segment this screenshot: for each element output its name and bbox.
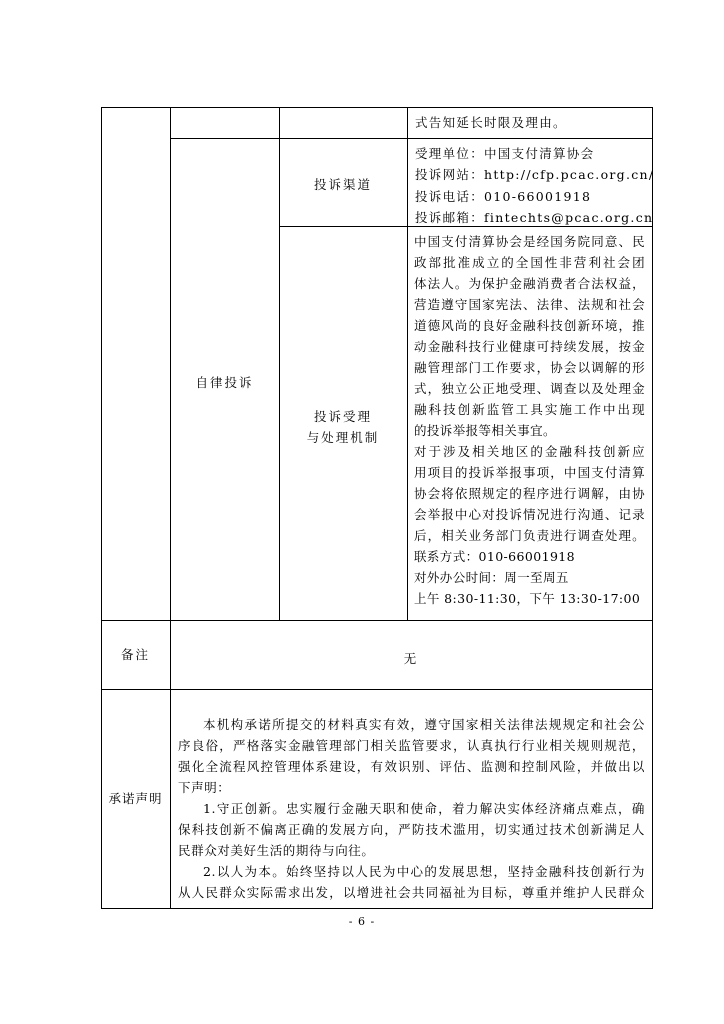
mechanism-label-line: 投诉受理 bbox=[313, 409, 372, 424]
mechanism-content bbox=[414, 231, 645, 609]
mechanism-line: 融管理部门工作要求，协会以调解的形 bbox=[414, 360, 645, 375]
mechanism-line: 政部批准成立的全国性非营利社会团 bbox=[414, 255, 645, 270]
remarks-label: 备注 bbox=[120, 647, 150, 662]
channel-unit: 受理单位：中国支付清算协会 bbox=[415, 146, 595, 161]
mechanism-contact: 联系方式：010-66001918 bbox=[414, 549, 576, 564]
commitment-label: 承诺声明 bbox=[108, 791, 163, 806]
mechanism-line: 会举报中心对投诉情况进行沟通、记录 bbox=[414, 507, 645, 522]
mechanism-line: 的投诉举报等相关事宜。 bbox=[414, 423, 556, 438]
channels-label: 投诉渠道 bbox=[313, 177, 372, 192]
mechanism-line: 道德风尚的良好金融科技创新环境，推 bbox=[414, 318, 645, 333]
mechanism-line: 动金融科技行业健康可持续发展，按金 bbox=[414, 339, 645, 354]
commitment-line: 本机构承诺所提交的材料真实有效，遵守国家相关法律法规规定和社会公 bbox=[203, 717, 645, 732]
remarks-value: 无 bbox=[403, 651, 419, 666]
commitment-line: 1.守正创新。忠实履行金融天职和使命，着力解决实体经济痛点难点，确 bbox=[203, 801, 645, 816]
table-border-top bbox=[101, 107, 653, 108]
mechanism-line: 对于涉及相关地区的金融科技创新应 bbox=[414, 444, 645, 459]
channel-phone: 投诉电话：010-66001918 bbox=[415, 189, 592, 204]
table-line-col3 bbox=[407, 107, 408, 620]
table-line-remarks-bottom bbox=[101, 689, 653, 690]
mechanism-office-hours: 上午 8:30-11:30，下午 13:30-17:00 bbox=[414, 591, 641, 606]
commitment-line: 序良俗，严格落实金融管理部门相关监管要求，认真执行行业相关规则规范， bbox=[178, 738, 645, 753]
commitment-line: 下声明： bbox=[178, 780, 231, 795]
commitment-line: 强化全流程风控管理体系建设，有效识别、评估、监测和控制风险，并做出以 bbox=[178, 759, 645, 774]
commitment-line: 保科技创新不偏离正确的发展方向，严防技术滥用，切实通过技术创新满足人 bbox=[178, 822, 645, 837]
top-row-text: 式告知延长时限及理由。 bbox=[415, 115, 567, 130]
mechanism-line: 后，相关业务部门负责进行调查处理。 bbox=[414, 528, 645, 543]
table-line-row1 bbox=[170, 138, 653, 139]
commitment-line: 民群众对美好生活的期待与向往。 bbox=[178, 843, 375, 858]
mechanism-line: 营造遵守国家宪法、法律、法规和社会 bbox=[414, 297, 645, 312]
table-border-bottom bbox=[101, 908, 653, 909]
mechanism-label-line: 与处理机制 bbox=[306, 430, 380, 445]
mechanism-office-days: 对外办公时间：周一至周五 bbox=[414, 570, 569, 585]
mechanism-line: 体法人。为保护金融消费者合法权益， bbox=[414, 276, 645, 291]
category-label: 自律投诉 bbox=[195, 375, 254, 390]
commitment-line: 从人民群众实际需求出发，以增进社会共同福祉为目标，尊重并维护人民群众 bbox=[178, 885, 645, 900]
mechanism-line: 融科技创新监管工具实施工作中出现 bbox=[414, 402, 645, 417]
mechanism-line: 式，独立公正地受理、调查以及处理金 bbox=[414, 381, 645, 396]
mechanism-line: 用项目的投诉举报事项，中国支付清算 bbox=[414, 465, 645, 480]
commitment-line: 2.以人为本。始终坚持以人民为中心的发展思想，坚持金融科技创新行为 bbox=[203, 864, 645, 879]
page-number: - 6 - bbox=[348, 915, 376, 928]
mechanism-line: 中国支付清算协会是经国务院同意、民 bbox=[414, 234, 645, 249]
mechanism-line: 协会将依照规定的程序进行调解，由协 bbox=[414, 486, 645, 501]
table-line-col1 bbox=[170, 107, 171, 908]
mechanism-label bbox=[279, 406, 407, 448]
channel-website: 投诉网站：http://cfp.pcac.org.cn/ bbox=[415, 167, 655, 182]
table-line-complaint-bottom bbox=[101, 620, 653, 621]
channel-email: 投诉邮箱：fintechts@pcac.org.cn bbox=[415, 210, 654, 225]
commitment-content bbox=[178, 714, 645, 903]
